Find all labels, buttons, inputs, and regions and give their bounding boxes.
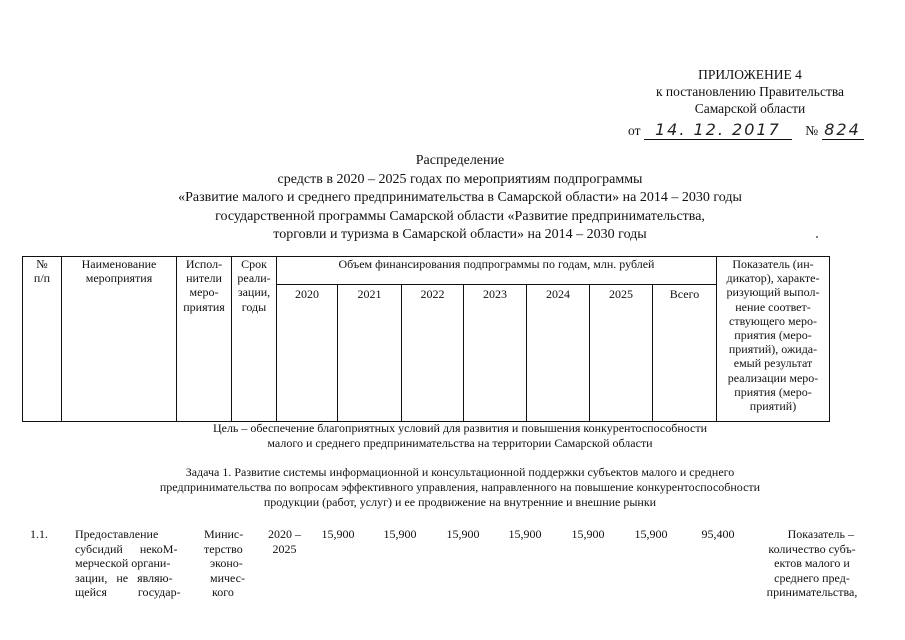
- date-prefix: от: [628, 123, 641, 138]
- header-year-2020: 2020: [277, 285, 338, 422]
- row-name-l2: субсидий некоМ-: [75, 541, 178, 556]
- header-indicator: [717, 257, 830, 422]
- header-ind-l6: приятия (меро-: [734, 328, 812, 343]
- header-exec-l3: меро-: [189, 285, 219, 300]
- appendix-decree: к постановлению Правительства: [655, 84, 845, 99]
- appendix-date-line: [628, 120, 864, 140]
- header-exec-l2: нители: [186, 271, 222, 286]
- header-ind-l7: приятий), ожида-: [728, 342, 818, 357]
- number-prefix: №: [805, 123, 819, 138]
- title-line-1: Распределение: [415, 153, 505, 168]
- row-value-total: 95,400: [701, 527, 735, 541]
- header-exec-l1: Испол-: [185, 257, 223, 271]
- goal-line-2: малого и среднего предпринимательства на территории Самарской области: [267, 436, 653, 450]
- scan-speck: [816, 236, 818, 238]
- row-value-2022: 15,900: [446, 527, 480, 541]
- row-number: 1.1.: [30, 527, 48, 541]
- header-year-2021: 2021: [338, 285, 402, 422]
- header-term: [232, 257, 277, 422]
- row-value-2025: 15,900: [634, 527, 668, 541]
- header-num-l1: №: [36, 257, 48, 271]
- row-name-l5: щейся государ-: [75, 585, 181, 600]
- row-name-l1: Предоставление: [75, 527, 159, 541]
- task-line-3: продукции (работ, услуг) и ее продвижение на внутренние и внешние рынки: [263, 495, 657, 509]
- header-num: [23, 257, 62, 422]
- header-ind-l10: приятия (меро-: [734, 384, 812, 399]
- funding-table-header: [22, 256, 830, 422]
- row-ind-l3: ектов малого и: [774, 556, 850, 571]
- header-num-l2: п/п: [33, 271, 51, 286]
- header-total: Всего: [653, 285, 717, 422]
- header-executor: [177, 257, 232, 422]
- header-term-l1: Срок: [241, 257, 267, 271]
- title-line-3: «Развитие малого и среднего предпринимательства в Самарской области» на 2014 – 2030 годы: [178, 190, 742, 205]
- row-ind-l5: принимательства,: [766, 585, 858, 600]
- header-year-2024: 2024: [527, 285, 590, 422]
- task-line-1: Задача 1. Развитие системы информационной и консультационной поддержки субъектов малого и среднего: [185, 465, 735, 479]
- header-ind-l11: приятий): [749, 399, 797, 414]
- row-ind-l1: Показатель –: [787, 527, 854, 541]
- appendix-region: Самарской области: [694, 101, 806, 116]
- header-ind-l8: емый результат: [733, 356, 813, 371]
- row-name-l3: мерческой органи-: [75, 556, 171, 571]
- task-line-2: предпринимательства по вопросам эффективного управления, направленного на повышение конкурентоспособности: [159, 480, 761, 494]
- row-indicator: [756, 527, 868, 600]
- header-year-2023: 2023: [464, 285, 527, 422]
- row-value-2023: 15,900: [508, 527, 542, 541]
- task-statement: [80, 465, 840, 510]
- header-ind-l4: нение соответ-: [735, 299, 811, 314]
- header-ind-l1: Показатель (ин-: [732, 257, 814, 271]
- header-ind-l2: дикатор), характе-: [726, 271, 820, 286]
- document-title: [80, 152, 840, 245]
- handwritten-number: 824: [824, 120, 861, 139]
- title-line-5: торговли и туризма в Самарской области» на 2014 – 2030 годы: [273, 227, 647, 242]
- header-name: [62, 257, 177, 422]
- appendix-block: [600, 66, 900, 117]
- row-activity-name: [75, 527, 193, 600]
- row-value-2024: 15,900: [571, 527, 605, 541]
- row-term: [262, 527, 307, 556]
- goal-statement: [80, 421, 840, 451]
- row-value-2020: 15,900: [321, 527, 355, 541]
- header-ind-l3: ризующий выпол-: [726, 285, 820, 300]
- row-executor: [204, 527, 256, 600]
- goal-line-1: Цель – обеспечение благоприятных условий для развития и повышения конкурентоспособности: [212, 421, 708, 435]
- date-field: [644, 120, 792, 140]
- header-name-l1: Наименование: [81, 257, 157, 271]
- title-line-2: средств в 2020 – 2025 годах по мероприятиям подпрограммы: [277, 171, 643, 187]
- header-term-l3: зации,: [237, 285, 271, 300]
- row-term-l2: 2025: [272, 541, 297, 556]
- row-ind-l4: среднего пред-: [774, 570, 850, 585]
- header-year-2025: 2025: [590, 285, 653, 422]
- row-exec-l1: Минис-: [204, 527, 244, 541]
- row-term-l1: 2020 –: [268, 527, 301, 541]
- header-ind-l5: ствующего меро-: [729, 313, 817, 328]
- row-ind-l2: количество субъ-: [768, 541, 856, 556]
- handwritten-date: 14. 12. 2017: [654, 120, 781, 139]
- header-ind-l9: реализации меро-: [727, 370, 819, 385]
- header-term-l2: реали-: [237, 271, 271, 286]
- row-name-l4: зации, не являю-: [75, 570, 173, 585]
- number-field: [822, 120, 864, 140]
- header-exec-l4: приятия: [183, 299, 225, 314]
- row-exec-l2: терство: [204, 541, 243, 556]
- header-funding: Объем финансирования подпрограммы по годам, млн. рублей: [277, 257, 717, 285]
- header-year-2022: 2022: [402, 285, 464, 422]
- row-exec-l3: эконо-: [210, 556, 243, 571]
- appendix-title: ПРИЛОЖЕНИЕ 4: [698, 67, 802, 82]
- title-line-4: государственной программы Самарской области «Развитие предпринимательства,: [215, 208, 705, 224]
- row-exec-l5: кого: [212, 585, 234, 600]
- header-name-l2: мероприятия: [85, 271, 153, 286]
- header-term-l4: годы: [241, 299, 267, 314]
- row-exec-l4: мичес-: [210, 570, 245, 585]
- row-value-2021: 15,900: [383, 527, 417, 541]
